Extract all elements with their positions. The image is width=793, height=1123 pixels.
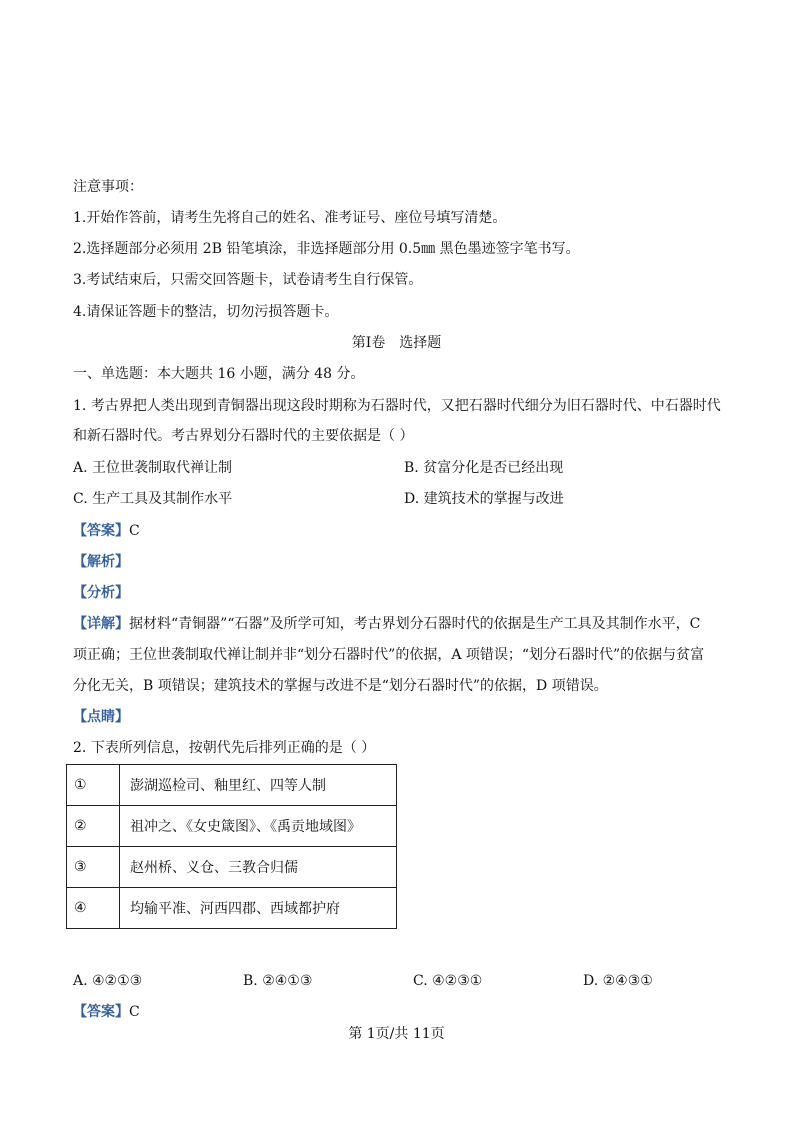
q1-fenxi-tag: 【分析】 (73, 585, 129, 601)
q1-answer-tag: 【答案】 (73, 523, 129, 539)
q1-option-a: A. 王位世袭制取代禅让制 (73, 460, 233, 476)
q1-stem-line2: 和新石器时代。考古界划分石器时代的主要依据是（ ） (73, 428, 414, 444)
table-row-index: ① (67, 765, 120, 806)
q2-answer-value: C (129, 1004, 140, 1020)
q2-answer-line (73, 1002, 140, 1022)
q1-detail-line2: 项正确；王位世袭制取代禅让制并非“划分石器时代”的依据，A 项错误；“划分石器时代”的依据与贫富 (73, 647, 705, 663)
table-row (67, 888, 397, 929)
notice-item-4: 4.请保证答题卡的整洁，切勿污损答题卡。 (73, 304, 339, 320)
notice-item-1: 1.开始作答前，请考生先将自己的姓名、准考证号、座位号填写清楚。 (73, 210, 507, 226)
q1-option-c: C. 生产工具及其制作水平 (73, 491, 233, 507)
table-row-text: 均输平准、河西四郡、西域都护府 (120, 888, 397, 929)
table-row-text: 祖冲之、《女史箴图》、《禹贡地域图》 (120, 806, 397, 847)
table-row (67, 847, 397, 888)
table-row-text: 赵州桥、义仓、三教合归儒 (120, 847, 397, 888)
table-row (67, 765, 397, 806)
table-row-index: ④ (67, 888, 120, 929)
notice-item-3: 3.考试结束后，只需交回答题卡，试卷请考生自行保管。 (73, 272, 423, 288)
q1-detail-line3: 分化无关，B 项错误；建筑技术的掌握与改进不是“划分石器时代”的依据，D 项错误。 (73, 678, 608, 694)
table-row (67, 806, 397, 847)
q1-answer-line (73, 521, 140, 541)
q1-analysis-tag: 【解析】 (73, 554, 129, 570)
q1-fenxi-line (73, 583, 129, 603)
q2-option-d: D. ②④③① (583, 973, 653, 989)
q1-detail-text1: 据材料“青铜器”“石器”及所学可知，考古界划分石器时代的依据是生产工具及其制作水平，C (129, 616, 701, 632)
notice-title: 注意事项： (73, 179, 143, 195)
q1-detail-line1 (73, 614, 700, 634)
section-heading: 一、单选题：本大题共 16 小题，满分 48 分。 (73, 366, 365, 382)
q2-stem: 2. 下表所列信息，按朝代先后排列正确的是（ ） (73, 740, 376, 756)
q1-analysis-line (73, 552, 129, 572)
q2-option-c: C. ④②③① (413, 973, 483, 989)
q2-option-a: A. ④②①③ (73, 973, 143, 989)
table-row-index: ③ (67, 847, 120, 888)
q1-stem-line1: 1. 考古界把人类出现到青铜器出现这段时期称为石器时代，又把石器时代细分为旧石器时代、中石器时代 (73, 398, 721, 414)
table-row-index: ② (67, 806, 120, 847)
q1-detail-tag: 【详解】 (73, 616, 129, 632)
q1-option-d: D. 建筑技术的掌握与改进 (404, 491, 564, 507)
q2-option-b: B. ②④①③ (243, 973, 313, 989)
q1-dianjing-line (73, 707, 129, 727)
volume-title: 第Ⅰ卷 选择题 (351, 335, 442, 351)
page-footer: 第 1页/共 11页 (348, 1026, 445, 1042)
q2-answer-tag: 【答案】 (73, 1004, 129, 1020)
q1-dianjing-tag: 【点睛】 (73, 709, 129, 725)
notice-item-2: 2.选择题部分必须用 2B 铅笔填涂，非选择题部分用 0.5㎜ 黑色墨迹签字笔书写。 (73, 241, 580, 257)
table-row-text: 澎湖巡检司、釉里红、四等人制 (120, 765, 397, 806)
q2-info-table (66, 764, 397, 929)
q1-option-b: B. 贫富分化是否已经出现 (404, 460, 564, 476)
q1-answer-value: C (129, 523, 140, 539)
